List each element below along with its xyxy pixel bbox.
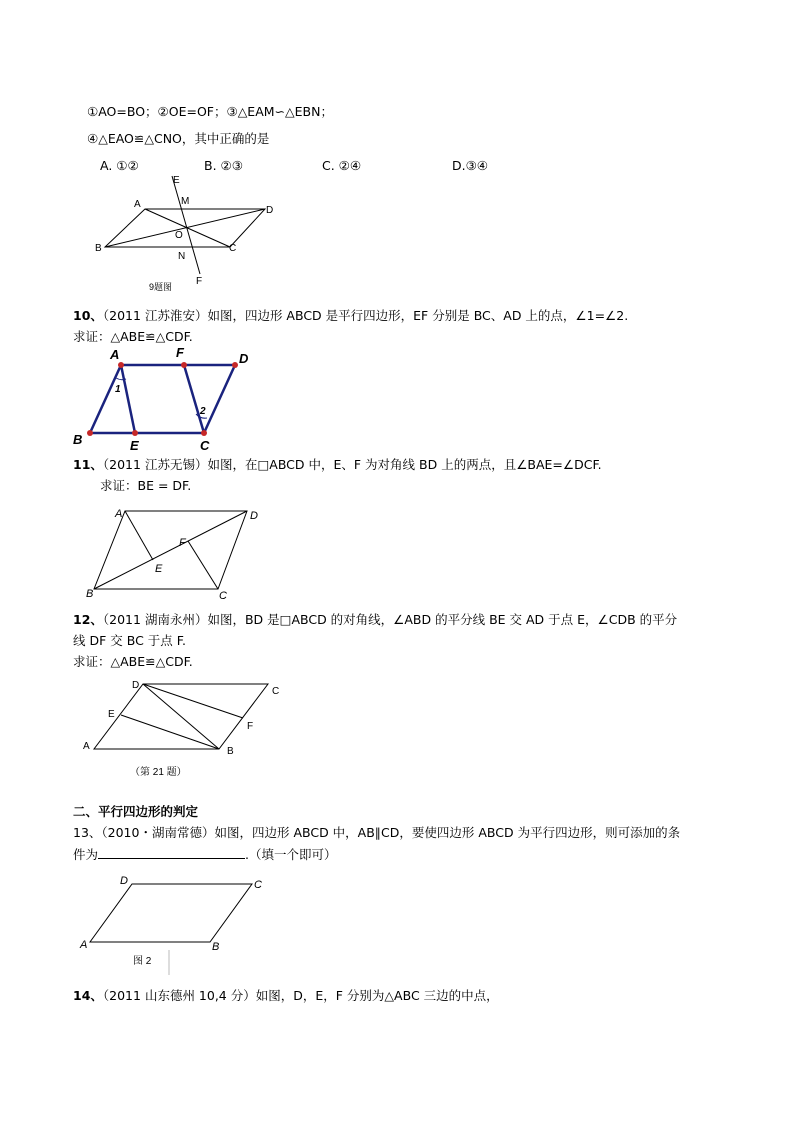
q12-text: 如图，BD 是□ABCD 的对角线，∠ABD 的平分线 BE 交 AD 于点 E，∠CDB 的平分 <box>207 612 678 627</box>
q9-label-f: F <box>196 276 203 287</box>
q10-number: 10、 <box>73 308 103 323</box>
q13-text: 如图，四边形 ABCD 中，AB∥CD，要使四边形 ABCD 为平行四边形，则可添加的条 <box>214 825 681 840</box>
q9-label-b: B <box>95 243 102 254</box>
q12-label-c: C <box>272 686 280 697</box>
q9-figure-caption: 9题图 <box>149 282 173 292</box>
q13-prefix: 件为 <box>73 847 99 862</box>
q12-line3: 求证：△ABE≌△CDF. <box>73 654 193 669</box>
q13-label-b: B <box>212 941 220 953</box>
q12-figure-caption: （第 21 题） <box>130 767 187 778</box>
q10-label-c: C <box>200 438 210 453</box>
q9-label-n: N <box>178 251 186 262</box>
q13-label-d: D <box>120 875 128 887</box>
q9-label-e: E <box>173 175 180 186</box>
q9-label-d: D <box>266 205 274 216</box>
q11-line2: 求证：BE = DF. <box>100 478 192 493</box>
q9-label-m: M <box>181 196 190 207</box>
q13-parallelogram-abcd <box>90 884 252 942</box>
q10-label-angle1: 1 <box>115 384 121 395</box>
q13-figure-caption: 图 2 <box>133 956 152 967</box>
q10-label-f: F <box>176 345 184 360</box>
q12-label-a: A <box>83 741 90 752</box>
q11-text: 如图，在□ABCD 中，E、F 为对角线 BD 上的两点，且∠BAE=∠DCF. <box>207 457 602 472</box>
q13-number: 13、 <box>73 825 102 840</box>
q9-option-a: A. ①② <box>100 158 139 173</box>
q12-source: （2011 湖南永州） <box>102 612 208 627</box>
q10-label-angle2: 2 <box>200 406 206 417</box>
q12-label-d: D <box>132 680 140 691</box>
q10-label-d: D <box>239 351 249 366</box>
q11-label-a: A <box>115 508 123 520</box>
q12-label-f: F <box>247 721 254 732</box>
q9-label-c: C <box>229 243 237 254</box>
q11-source: （2011 江苏无锡） <box>102 457 208 472</box>
q9-option-b: B. ②③ <box>204 158 243 173</box>
q10-source: （2011 江苏淮安） <box>102 308 208 323</box>
q12-label-b: B <box>227 746 234 757</box>
section-heading: 二、平行四边形的判定 <box>73 804 199 819</box>
q14-line1 <box>73 988 499 1004</box>
q11-label-c: C <box>219 590 227 602</box>
q13-source: （2010・湖南常德） <box>101 825 215 840</box>
q10-label-e: E <box>130 438 139 453</box>
q10-label-b: B <box>73 432 83 447</box>
q9-statements-line1: ①AO=BO；②OE=OF；③△EAM∽△EBN； <box>87 104 333 119</box>
q9-label-o: O <box>175 230 183 241</box>
q12-number: 12、 <box>73 612 103 627</box>
q12-line2: 线 DF 交 BC 于点 F. <box>73 633 186 648</box>
q12-label-e: E <box>108 709 115 720</box>
q11-label-e: E <box>155 563 163 575</box>
q10-line2: 求证：△ABE≌△CDF. <box>73 329 193 344</box>
q10-label-a: A <box>110 347 120 362</box>
q14-text: 如图，D，E，F 分别为△ABC 三边的中点， <box>255 988 499 1003</box>
q9-option-c: C. ②④ <box>322 158 362 173</box>
q14-source: （2011 山东德州 10,4 分） <box>102 988 256 1003</box>
q11-label-b: B <box>86 588 94 600</box>
q10-text: 如图，四边形 ABCD 是平行四边形，EF 分别是 BC、AD 上的点，∠1=∠2. <box>207 308 629 323</box>
q14-number: 14、 <box>73 988 103 1003</box>
q13-suffix: .（填一个即可） <box>245 847 337 862</box>
q9-statements-line2: ④△EAO≌△CNO，其中正确的是 <box>87 131 270 146</box>
q13-label-c: C <box>254 879 262 891</box>
q11-number: 11、 <box>73 457 103 472</box>
q9-label-a: A <box>134 199 141 210</box>
q11-label-f: F <box>179 537 186 549</box>
q13-label-a: A <box>80 939 88 951</box>
q11-label-d: D <box>250 510 258 522</box>
q9-option-d: D.③④ <box>452 158 489 173</box>
